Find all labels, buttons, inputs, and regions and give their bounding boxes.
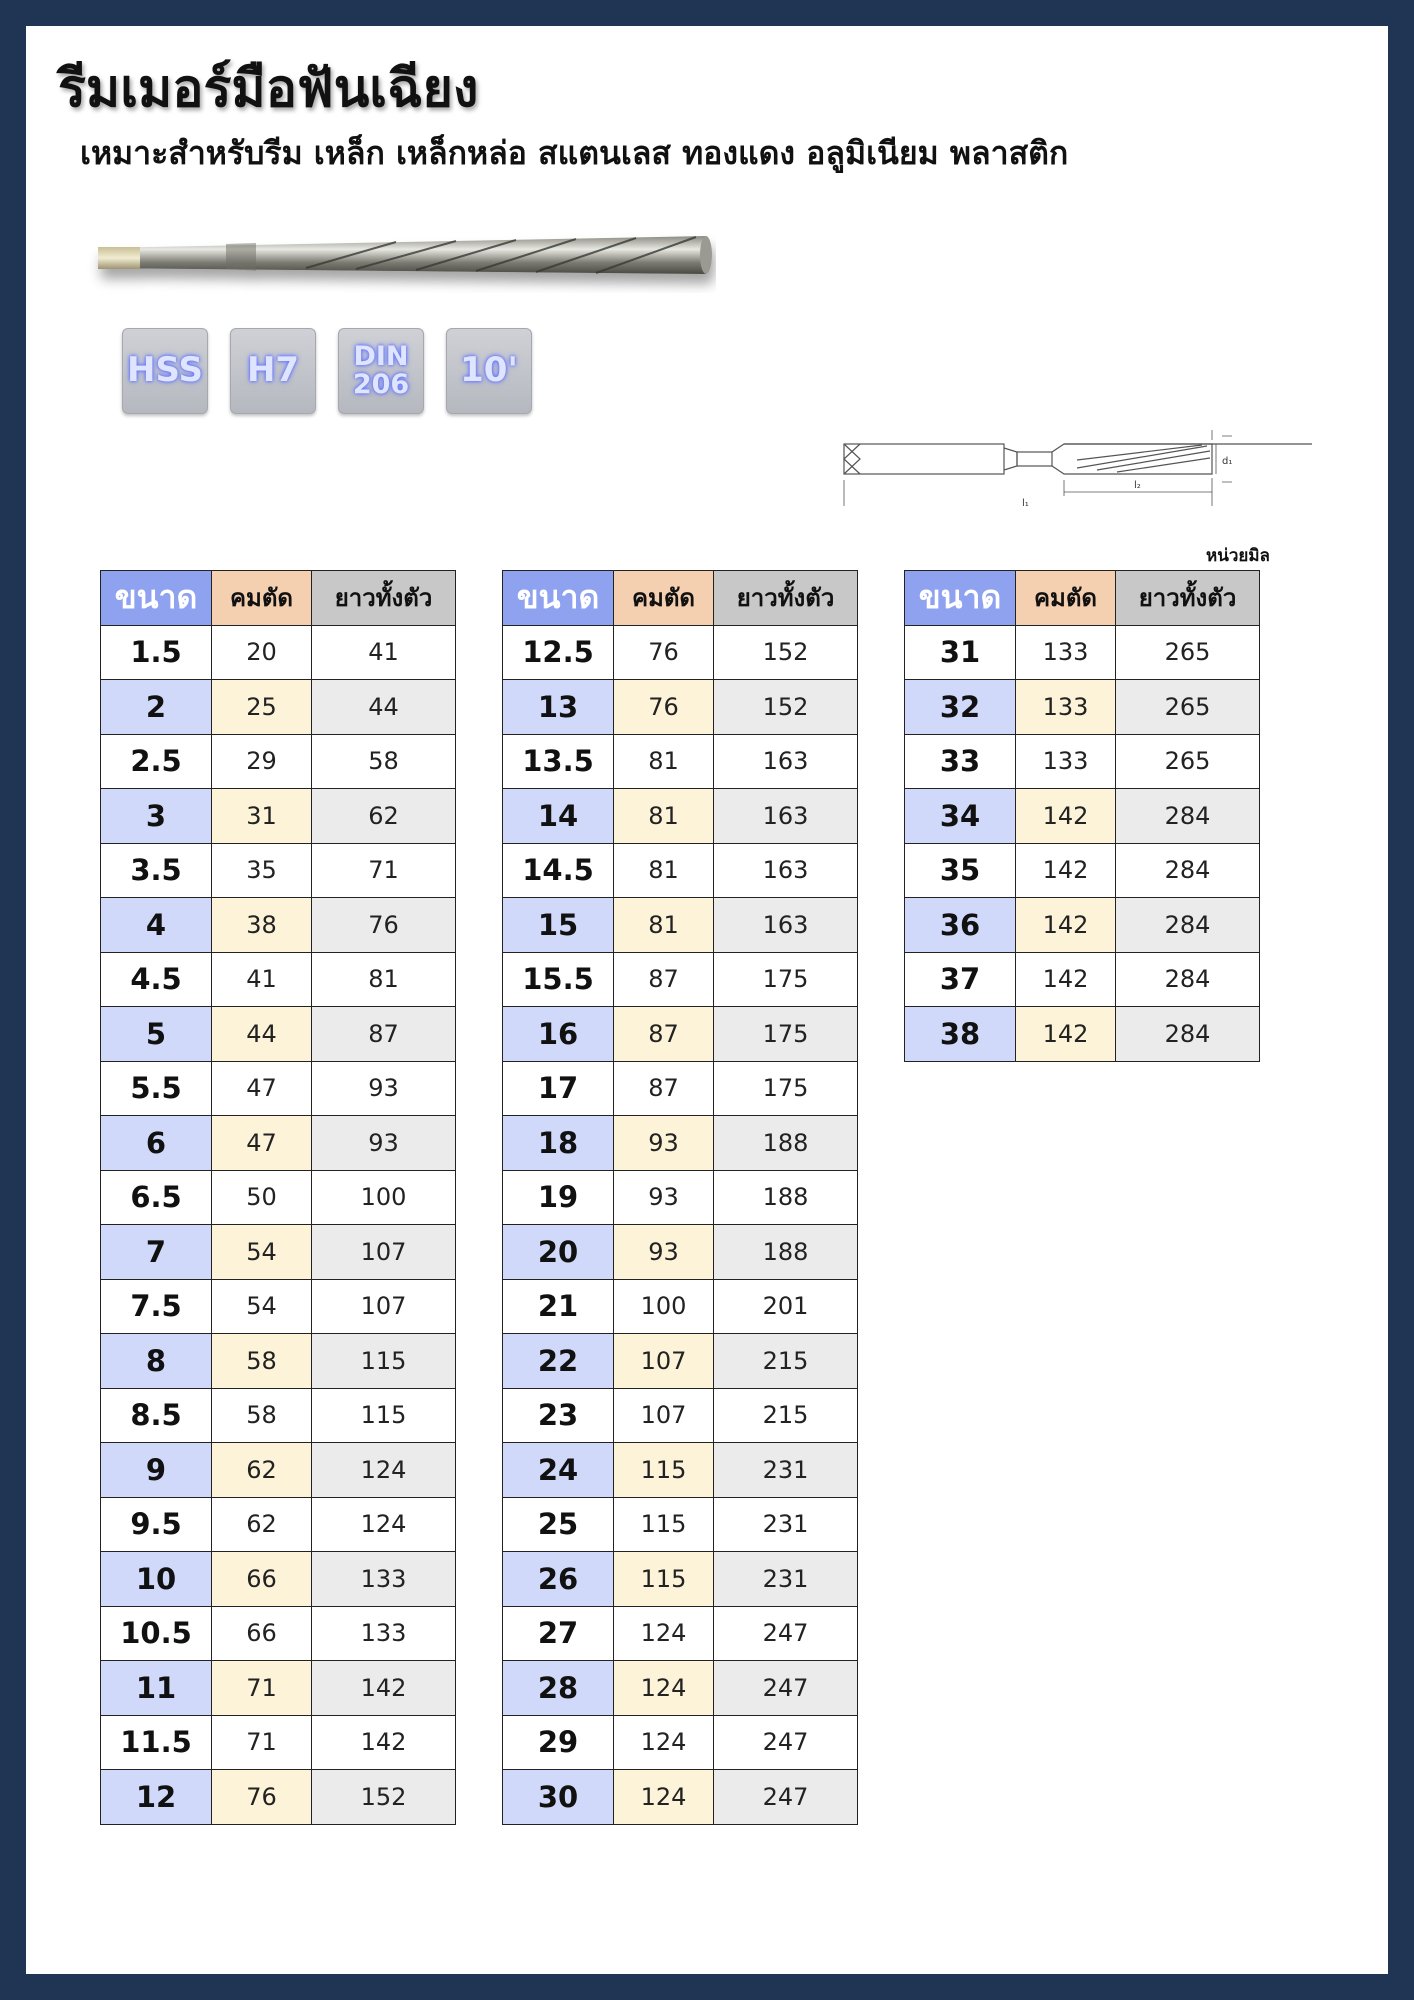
size-cell: 9	[101, 1443, 212, 1498]
overall-length-cell: 142	[312, 1715, 456, 1770]
header-overall-length: ยาวทั้งตัว	[1116, 571, 1260, 626]
overall-length-cell: 247	[714, 1661, 858, 1716]
table-row	[503, 734, 858, 789]
dimension-diagram	[812, 396, 1312, 506]
table-row	[101, 1334, 456, 1389]
din-badge-line2: 206	[352, 369, 410, 400]
size-cell: 25	[503, 1497, 614, 1552]
size-cell: 33	[905, 734, 1016, 789]
size-cell: 3	[101, 789, 212, 844]
din-badge-line1: DIN	[353, 340, 409, 372]
angle-badge	[446, 328, 532, 414]
table-row	[905, 625, 1260, 680]
table-row	[101, 1007, 456, 1062]
size-cell: 9.5	[101, 1497, 212, 1552]
l2-label: l₂	[1134, 480, 1141, 491]
overall-length-cell: 284	[1116, 843, 1260, 898]
table-row	[503, 1225, 858, 1280]
header-cutting-length: คมตัด	[1016, 571, 1116, 626]
size-cell: 2.5	[101, 734, 212, 789]
cutting-length-cell: 142	[1016, 952, 1116, 1007]
overall-length-cell: 152	[312, 1770, 456, 1825]
cutting-length-cell: 133	[1016, 734, 1116, 789]
table-row	[101, 1388, 456, 1443]
table-row	[503, 843, 858, 898]
overall-length-cell: 188	[714, 1225, 858, 1280]
table-row	[101, 1552, 456, 1607]
table-row	[905, 734, 1260, 789]
size-cell: 20	[503, 1225, 614, 1280]
overall-length-cell: 175	[714, 1007, 858, 1062]
table-row	[101, 952, 456, 1007]
overall-length-cell: 87	[312, 1007, 456, 1062]
header-size: ขนาด	[503, 571, 614, 626]
table-row	[101, 734, 456, 789]
overall-length-cell: 163	[714, 734, 858, 789]
cutting-length-cell: 20	[212, 625, 312, 680]
size-cell: 2	[101, 680, 212, 735]
size-cell: 12	[101, 1770, 212, 1825]
table-row	[905, 680, 1260, 735]
table-row	[503, 1116, 858, 1171]
table-row	[101, 843, 456, 898]
table-row	[503, 1715, 858, 1770]
overall-length-cell: 265	[1116, 734, 1260, 789]
overall-length-cell: 142	[312, 1661, 456, 1716]
size-cell: 1.5	[101, 625, 212, 680]
cutting-length-cell: 133	[1016, 625, 1116, 680]
size-cell: 4.5	[101, 952, 212, 1007]
cutting-length-cell: 76	[614, 680, 714, 735]
hss-badge-label: HSS	[127, 350, 203, 391]
cutting-length-cell: 47	[212, 1061, 312, 1116]
l1-label: l₁	[1022, 498, 1029, 506]
cutting-length-cell: 115	[614, 1497, 714, 1552]
table-row	[101, 789, 456, 844]
table-row	[503, 1388, 858, 1443]
table-row	[503, 1661, 858, 1716]
size-cell: 11.5	[101, 1715, 212, 1770]
size-cell: 10.5	[101, 1606, 212, 1661]
cutting-length-cell: 71	[212, 1661, 312, 1716]
overall-length-cell: 247	[714, 1715, 858, 1770]
table-row	[503, 1552, 858, 1607]
cutting-length-cell: 35	[212, 843, 312, 898]
din-badge	[338, 328, 424, 414]
cutting-length-cell: 87	[614, 952, 714, 1007]
size-cell: 11	[101, 1661, 212, 1716]
table-row	[101, 1061, 456, 1116]
overall-length-cell: 265	[1116, 625, 1260, 680]
cutting-length-cell: 54	[212, 1225, 312, 1280]
header-cutting-length: คมตัด	[614, 571, 714, 626]
size-cell: 27	[503, 1606, 614, 1661]
overall-length-cell: 93	[312, 1061, 456, 1116]
catalog-page	[26, 26, 1388, 1974]
size-cell: 35	[905, 843, 1016, 898]
overall-length-cell: 152	[714, 625, 858, 680]
size-cell: 7	[101, 1225, 212, 1280]
cutting-length-cell: 38	[212, 898, 312, 953]
cutting-length-cell: 47	[212, 1116, 312, 1171]
table-row	[503, 952, 858, 1007]
cutting-length-cell: 93	[614, 1170, 714, 1225]
cutting-length-cell: 100	[614, 1279, 714, 1334]
size-cell: 7.5	[101, 1279, 212, 1334]
size-cell: 22	[503, 1334, 614, 1389]
size-cell: 14.5	[503, 843, 614, 898]
table-row	[905, 1007, 1260, 1062]
table-row	[905, 843, 1260, 898]
table-row	[503, 625, 858, 680]
unit-label: หน่วยมิล	[1206, 546, 1270, 566]
size-cell: 32	[905, 680, 1016, 735]
size-cell: 4	[101, 898, 212, 953]
spec-badges	[122, 328, 532, 414]
overall-length-cell: 163	[714, 898, 858, 953]
overall-length-cell: 231	[714, 1552, 858, 1607]
overall-length-cell: 81	[312, 952, 456, 1007]
overall-length-cell: 152	[714, 680, 858, 735]
size-cell: 13.5	[503, 734, 614, 789]
overall-length-cell: 163	[714, 843, 858, 898]
size-cell: 21	[503, 1279, 614, 1334]
overall-length-cell: 284	[1116, 898, 1260, 953]
size-cell: 23	[503, 1388, 614, 1443]
table-row	[503, 1443, 858, 1498]
h7-badge	[230, 328, 316, 414]
header-size: ขนาด	[101, 571, 212, 626]
table-row	[503, 789, 858, 844]
overall-length-cell: 265	[1116, 680, 1260, 735]
cutting-length-cell: 142	[1016, 1007, 1116, 1062]
overall-length-cell: 62	[312, 789, 456, 844]
table-row	[101, 1443, 456, 1498]
cutting-length-cell: 62	[212, 1497, 312, 1552]
cutting-length-cell: 124	[614, 1661, 714, 1716]
table-row	[503, 1770, 858, 1825]
cutting-length-cell: 93	[614, 1225, 714, 1280]
overall-length-cell: 188	[714, 1116, 858, 1171]
overall-length-cell: 175	[714, 1061, 858, 1116]
size-cell: 3.5	[101, 843, 212, 898]
table-row	[101, 1279, 456, 1334]
cutting-length-cell: 66	[212, 1552, 312, 1607]
overall-length-cell: 231	[714, 1497, 858, 1552]
table-row	[503, 680, 858, 735]
angle-badge-label: 10'	[460, 350, 518, 391]
cutting-length-cell: 66	[212, 1606, 312, 1661]
size-cell: 15.5	[503, 952, 614, 1007]
overall-length-cell: 175	[714, 952, 858, 1007]
size-cell: 12.5	[503, 625, 614, 680]
cutting-length-cell: 115	[614, 1443, 714, 1498]
overall-length-cell: 284	[1116, 789, 1260, 844]
overall-length-cell: 115	[312, 1388, 456, 1443]
cutting-length-cell: 124	[614, 1715, 714, 1770]
cutting-length-cell: 87	[614, 1061, 714, 1116]
table-row	[503, 1061, 858, 1116]
table-row	[101, 1606, 456, 1661]
size-cell: 15	[503, 898, 614, 953]
overall-length-cell: 215	[714, 1388, 858, 1443]
size-cell: 38	[905, 1007, 1016, 1062]
cutting-length-cell: 50	[212, 1170, 312, 1225]
header-cutting-length: คมตัด	[212, 571, 312, 626]
size-cell: 6	[101, 1116, 212, 1171]
page-subtitle: เหมาะสำหรับรีม เหล็ก เหล็กหล่อ สแตนเลส ทองแดง อลูมิเนียม พลาสติก	[80, 134, 1069, 172]
cutting-length-cell: 31	[212, 789, 312, 844]
overall-length-cell: 124	[312, 1497, 456, 1552]
size-cell: 26	[503, 1552, 614, 1607]
overall-length-cell: 247	[714, 1770, 858, 1825]
size-table-3	[904, 570, 1260, 1062]
size-cell: 5	[101, 1007, 212, 1062]
overall-length-cell: 163	[714, 789, 858, 844]
table-row	[101, 1116, 456, 1171]
size-cell: 28	[503, 1661, 614, 1716]
cutting-length-cell: 107	[614, 1388, 714, 1443]
size-cell: 13	[503, 680, 614, 735]
table-row	[101, 1497, 456, 1552]
cutting-length-cell: 54	[212, 1279, 312, 1334]
h7-badge-label: H7	[246, 350, 300, 391]
cutting-length-cell: 124	[614, 1606, 714, 1661]
size-cell: 14	[503, 789, 614, 844]
header-overall-length: ยาวทั้งตัว	[312, 571, 456, 626]
overall-length-cell: 133	[312, 1606, 456, 1661]
table-row	[905, 789, 1260, 844]
table-row	[101, 1170, 456, 1225]
size-cell: 8.5	[101, 1388, 212, 1443]
overall-length-cell: 115	[312, 1334, 456, 1389]
table-row	[905, 898, 1260, 953]
cutting-length-cell: 41	[212, 952, 312, 1007]
overall-length-cell: 247	[714, 1606, 858, 1661]
size-cell: 19	[503, 1170, 614, 1225]
size-cell: 31	[905, 625, 1016, 680]
page-title: รีมเมอร์มือฟันเฉียง	[58, 59, 479, 119]
table-row	[101, 680, 456, 735]
cutting-length-cell: 81	[614, 789, 714, 844]
size-cell: 36	[905, 898, 1016, 953]
size-cell: 24	[503, 1443, 614, 1498]
overall-length-cell: 44	[312, 680, 456, 735]
cutting-length-cell: 58	[212, 1334, 312, 1389]
overall-length-cell: 107	[312, 1279, 456, 1334]
overall-length-cell: 107	[312, 1225, 456, 1280]
overall-length-cell: 71	[312, 843, 456, 898]
overall-length-cell: 201	[714, 1279, 858, 1334]
header-size: ขนาด	[905, 571, 1016, 626]
overall-length-cell: 93	[312, 1116, 456, 1171]
cutting-length-cell: 25	[212, 680, 312, 735]
cutting-length-cell: 107	[614, 1334, 714, 1389]
overall-length-cell: 284	[1116, 952, 1260, 1007]
size-cell: 5.5	[101, 1061, 212, 1116]
overall-length-cell: 58	[312, 734, 456, 789]
table-row	[101, 1225, 456, 1280]
size-cell: 34	[905, 789, 1016, 844]
overall-length-cell: 41	[312, 625, 456, 680]
cutting-length-cell: 76	[614, 625, 714, 680]
table-row	[503, 1334, 858, 1389]
size-cell: 29	[503, 1715, 614, 1770]
cutting-length-cell: 87	[614, 1007, 714, 1062]
size-cell: 16	[503, 1007, 614, 1062]
overall-length-cell: 284	[1116, 1007, 1260, 1062]
size-cell: 30	[503, 1770, 614, 1825]
table-row	[503, 1606, 858, 1661]
cutting-length-cell: 93	[614, 1116, 714, 1171]
overall-length-cell: 100	[312, 1170, 456, 1225]
table-row	[503, 1279, 858, 1334]
cutting-length-cell: 44	[212, 1007, 312, 1062]
d1-label: d₁	[1222, 456, 1233, 467]
table-row	[905, 952, 1260, 1007]
overall-length-cell: 231	[714, 1443, 858, 1498]
reamer-photo	[66, 196, 716, 306]
size-cell: 10	[101, 1552, 212, 1607]
table-row	[101, 1661, 456, 1716]
table-row	[503, 898, 858, 953]
cutting-length-cell: 81	[614, 734, 714, 789]
cutting-length-cell: 62	[212, 1443, 312, 1498]
size-cell: 6.5	[101, 1170, 212, 1225]
cutting-length-cell: 76	[212, 1770, 312, 1825]
size-cell: 17	[503, 1061, 614, 1116]
size-cell: 18	[503, 1116, 614, 1171]
cutting-length-cell: 142	[1016, 843, 1116, 898]
cutting-length-cell: 58	[212, 1388, 312, 1443]
header-overall-length: ยาวทั้งตัว	[714, 571, 858, 626]
cutting-length-cell: 124	[614, 1770, 714, 1825]
cutting-length-cell: 71	[212, 1715, 312, 1770]
overall-length-cell: 215	[714, 1334, 858, 1389]
hss-badge	[122, 328, 208, 414]
size-table-1	[100, 570, 456, 1825]
table-row	[101, 898, 456, 953]
table-row	[101, 625, 456, 680]
overall-length-cell: 133	[312, 1552, 456, 1607]
size-cell: 8	[101, 1334, 212, 1389]
overall-length-cell: 76	[312, 898, 456, 953]
cutting-length-cell: 115	[614, 1552, 714, 1607]
cutting-length-cell: 81	[614, 898, 714, 953]
overall-length-cell: 188	[714, 1170, 858, 1225]
table-row	[503, 1497, 858, 1552]
table-row	[101, 1770, 456, 1825]
size-table-2	[502, 570, 858, 1825]
table-row	[503, 1007, 858, 1062]
overall-length-cell: 124	[312, 1443, 456, 1498]
cutting-length-cell: 133	[1016, 680, 1116, 735]
table-row	[101, 1715, 456, 1770]
size-cell: 37	[905, 952, 1016, 1007]
table-row	[503, 1170, 858, 1225]
cutting-length-cell: 142	[1016, 898, 1116, 953]
cutting-length-cell: 81	[614, 843, 714, 898]
cutting-length-cell: 29	[212, 734, 312, 789]
cutting-length-cell: 142	[1016, 789, 1116, 844]
